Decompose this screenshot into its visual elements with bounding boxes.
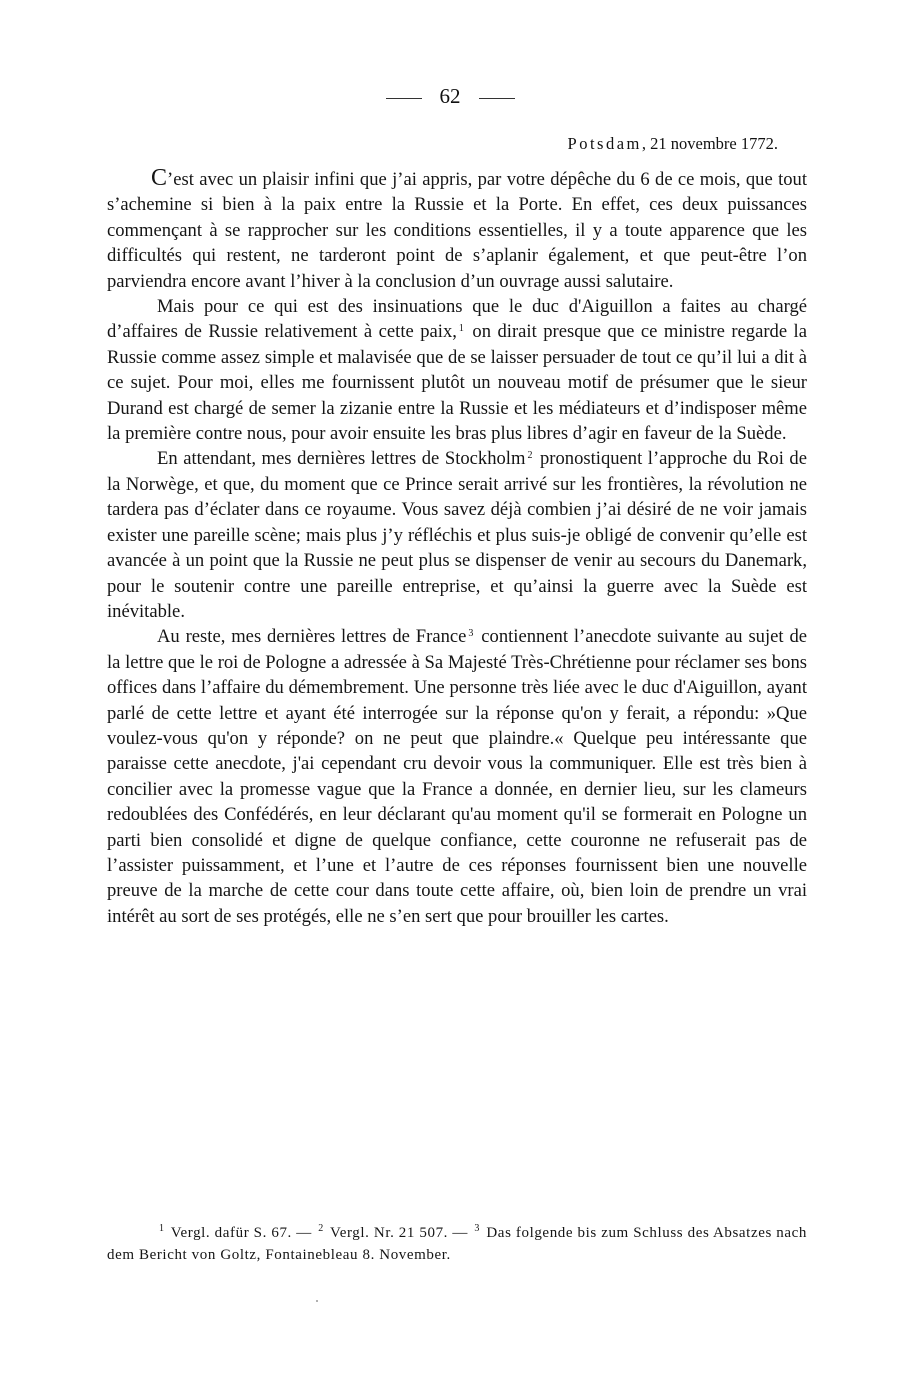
- footnote-reference-1: 1: [458, 323, 464, 335]
- footnote-block: [107, 1222, 807, 1266]
- paragraph-4: [107, 624, 807, 929]
- dateline-place: Potsdam: [567, 134, 642, 153]
- paragraph-initial: C: [151, 165, 168, 191]
- footnotes: [107, 1222, 807, 1266]
- paragraph-3: [107, 446, 807, 624]
- footnote-text-1: Vergl. dafür S. 67. —: [166, 1225, 317, 1241]
- footnote-text-3: Das folgende bis zum Schluss des Absatzes nach dem Bericht von Goltz, Fontainebleau 8. November.: [107, 1225, 807, 1263]
- paragraph-text: contiennent l’anecdote suivante au sujet de la lettre que le roi de Pologne a adressée à Sa Majesté Très-Chrétienne pour réclamer ses bons offices dans l’affaire du démembrement. Une personne très liée avec le duc d'Aiguillon, ayant parlé de cette lettre et ayant été interrogée sur la réponse qu'on y ferait, a répondu: »Que voulez-vous qu'on y réponde? on ne peut que plaindre.« Quelque peu intéressante que paraisse cette anecdote, j'ai cependant cru devoir vous la communiquer. Elle est très bien à concilier avec la promesse vague que la France a donnée, en dernier lieu, sur les clameurs redoublées des Confédérés, en leur déclarant qu'au moment qu'il se formerait en Pologne un parti bien consolidé et digne de quelque confiance, cette couronne ne refuserait pas de l’assister puissamment, et l’une et l’autre de ces réponses fournissent bien une nouvelle preuve de la marche de cette cour dans toute cette affaire, où, bien loin de prendre un vrai intérêt au sort de ses protégés, elle ne s’en sert que pour brouiller les cartes.: [107, 626, 807, 927]
- footnote-reference-2: 2: [527, 450, 533, 462]
- paragraph-text: pronostiquent l’approche du Roi de la Norwège, et que, du moment que ce Prince serait arrivé sur les frontières, la révolution ne tardera pas d’éclater dans ce royaume. Vous savez déjà combien j’ai désiré de ne voir jamais exister une pareille scène; mais plus j’y réfléchis et plus suis-je obligé de convenir qu’elle est avancée à un point que la Russie ne peut plus se dispenser de venir au secours du Danemark, pour le soutenir contre une pareille entreprise, et qu’ainsi la guerre avec la Suède est inévitable.: [107, 448, 807, 622]
- paragraph-text: Mais pour ce qui est des insinuations que le duc d'Aiguillon a faites au chargé d’affaires de Russie relativement à cette paix,: [107, 296, 807, 343]
- paragraph-text: ’est avec un plaisir infini que j’ai appris, par votre dépêche du 6 de ce mois, que tout s’achemine si bien à la paix entre la Russie et la Porte. En effet, ces deux puissances commençant à se rapprocher sur les conditions essentielles, il y a toute apparence que les difficultés qui restent, ne tarderont point de s’aplanir également, et que peut-être l’on parviendra encore avant l’hiver à la conclusion d’un ouvrage aussi salutaire.: [107, 169, 807, 292]
- paragraph-2: [107, 294, 807, 446]
- paragraph-text: Au reste, mes dernières lettres de France: [157, 626, 467, 648]
- footnote-reference-3: 3: [468, 628, 474, 640]
- letter-body: [107, 166, 807, 929]
- paragraph-text: on dirait presque que ce ministre regarde la Russie comme assez simple et malavisée que de se laisser persuader de tout ce qu’il lui a dit à ce sujet. Pour moi, elles me fournissent plutôt un nouveau motif de présumer que le sieur Durand est chargé de semer la zizanie entre la Russie et les médiateurs et d’indisposer même la première contre nous, pour avoir ensuite les bras plus libres d’agir en faveur de la Suède.: [107, 321, 807, 445]
- paragraph-1: [107, 166, 807, 294]
- print-speck: [316, 1300, 318, 1302]
- paragraph-text: En attendant, mes dernières lettres de Stockholm: [157, 448, 526, 470]
- page-number-text: 62: [439, 84, 461, 108]
- footnote-mark-3: 3: [474, 1223, 480, 1234]
- footnote-text-2: Vergl. Nr. 21 507. —: [325, 1225, 473, 1241]
- page-number-right-rule: [479, 98, 515, 99]
- letter-dateline: [568, 134, 778, 154]
- footnote-mark-1: 1: [159, 1223, 165, 1234]
- dateline-date: , 21 novembre 1772.: [641, 134, 778, 153]
- page-number-left-rule: [386, 98, 422, 99]
- footnote-mark-2: 2: [318, 1223, 324, 1234]
- page-number: [0, 84, 900, 109]
